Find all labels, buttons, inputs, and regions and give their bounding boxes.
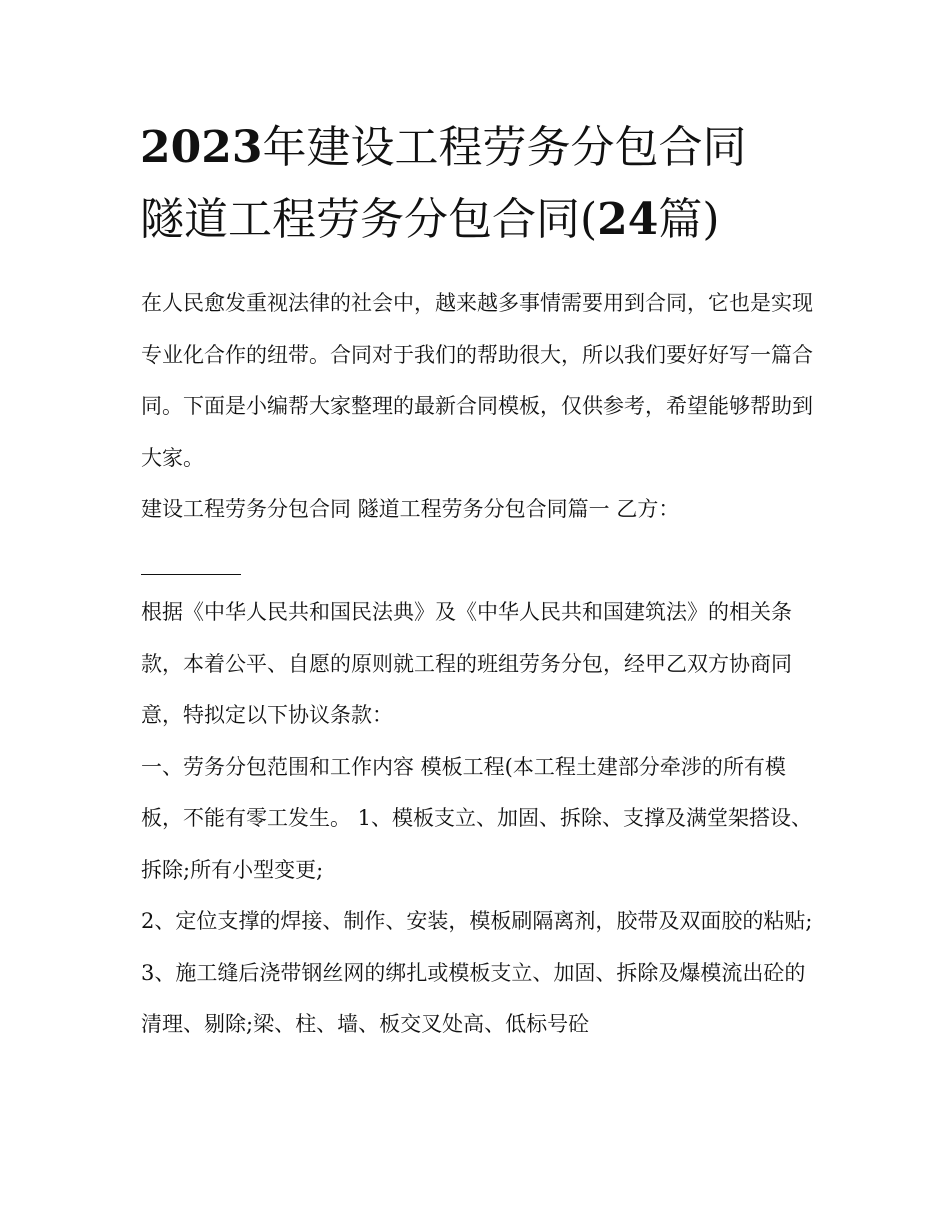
title-line1-text: 年建设工程劳务分包合同 xyxy=(262,122,747,173)
title-line2-text: 隧道工程劳务分包合同( xyxy=(140,194,598,245)
party-b-blank-line xyxy=(141,536,241,588)
title-year: 2023 xyxy=(140,122,263,173)
intro-paragraph: 在人民愈发重视法律的社会中，越来越多事情需要用到合同，它也是实现专业化合作的纽带。合同对于我们的帮助很大，所以我们要好好写一篇合同。下面是小编帮大家整理的最新合同模板，仅供参考，希望能够帮助到大家。 xyxy=(141,291,813,470)
document-title xyxy=(140,112,820,256)
section-heading-paragraph: 建设工程劳务分包合同 隧道工程劳务分包合同篇一 乙方： xyxy=(141,497,680,521)
scope-paragraph: 一、劳务分包范围和工作内容 模板工程(本工程土建部分牵涉的所有模板，不能有零工发生。 1、模板支立、加固、拆除、支撑及满堂架搭设、拆除;所有小型变更; xyxy=(141,754,813,882)
title-count: 24 xyxy=(597,194,659,245)
document-body xyxy=(141,278,813,1051)
title-line2-suffix: 篇) xyxy=(658,194,720,245)
legal-basis-paragraph: 根据《中华人民共和国民法典》及《中华人民共和国建筑法》的相关条款，本着公平、自愿的原则就工程的班组劳务分包，经甲乙双方协商同意，特拟定以下协议条款： xyxy=(141,600,792,727)
item-3-paragraph: 3、施工缝后浇带钢丝网的绑扎或模板支立、加固、拆除及爆模流出砼的清理、剔除;梁、柱、墙、板交叉处高、低标号砼 xyxy=(141,960,806,1036)
item-2-paragraph: 2、定位支撑的焊接、制作、安装，模板刷隔离剂，胶带及双面胶的粘贴; xyxy=(141,909,813,933)
